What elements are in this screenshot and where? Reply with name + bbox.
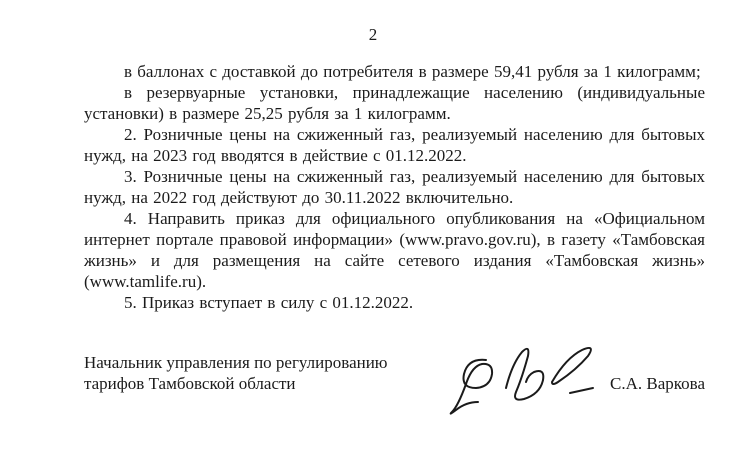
paragraph: в резервуарные установки, принадлежащие населению (индивидуальные установки) в размере 25,25 рубля за 1 килограмм. (84, 83, 705, 123)
paragraph: 5. Приказ вступает в силу с 01.12.2022. (124, 293, 414, 312)
body-text (84, 61, 705, 313)
page-number: 2 (368, 25, 378, 44)
paragraph: 4. Направить приказ для официального опубликования на «Официальном интернет портале правовой информации» (www.pravo.gov.ru), в газету «Тамбовская жизнь» и для размещения на сайте сетевого издания «Тамбовская жизнь» (www.tamlife.ru). (84, 209, 705, 291)
paragraph: 3. Розничные цены на сжиженный газ, реализуемый населению для бытовых нужд, на 2022 год действуют до 30.11.2022 включительно. (84, 167, 705, 207)
signatory-title: Начальник управления по регулированию тарифов Тамбовской области (84, 353, 388, 393)
handwritten-signature (448, 336, 618, 426)
paragraph: 2. Розничные цены на сжиженный газ, реализуемый населению для бытовых нужд, на 2023 год вводятся в действие с 01.12.2022. (84, 125, 705, 165)
paragraph: в баллонах с доставкой до потребителя в размере 59,41 рубля за 1 килограмм; (124, 62, 701, 81)
signatory-name: С.А. Варкова (610, 374, 705, 393)
